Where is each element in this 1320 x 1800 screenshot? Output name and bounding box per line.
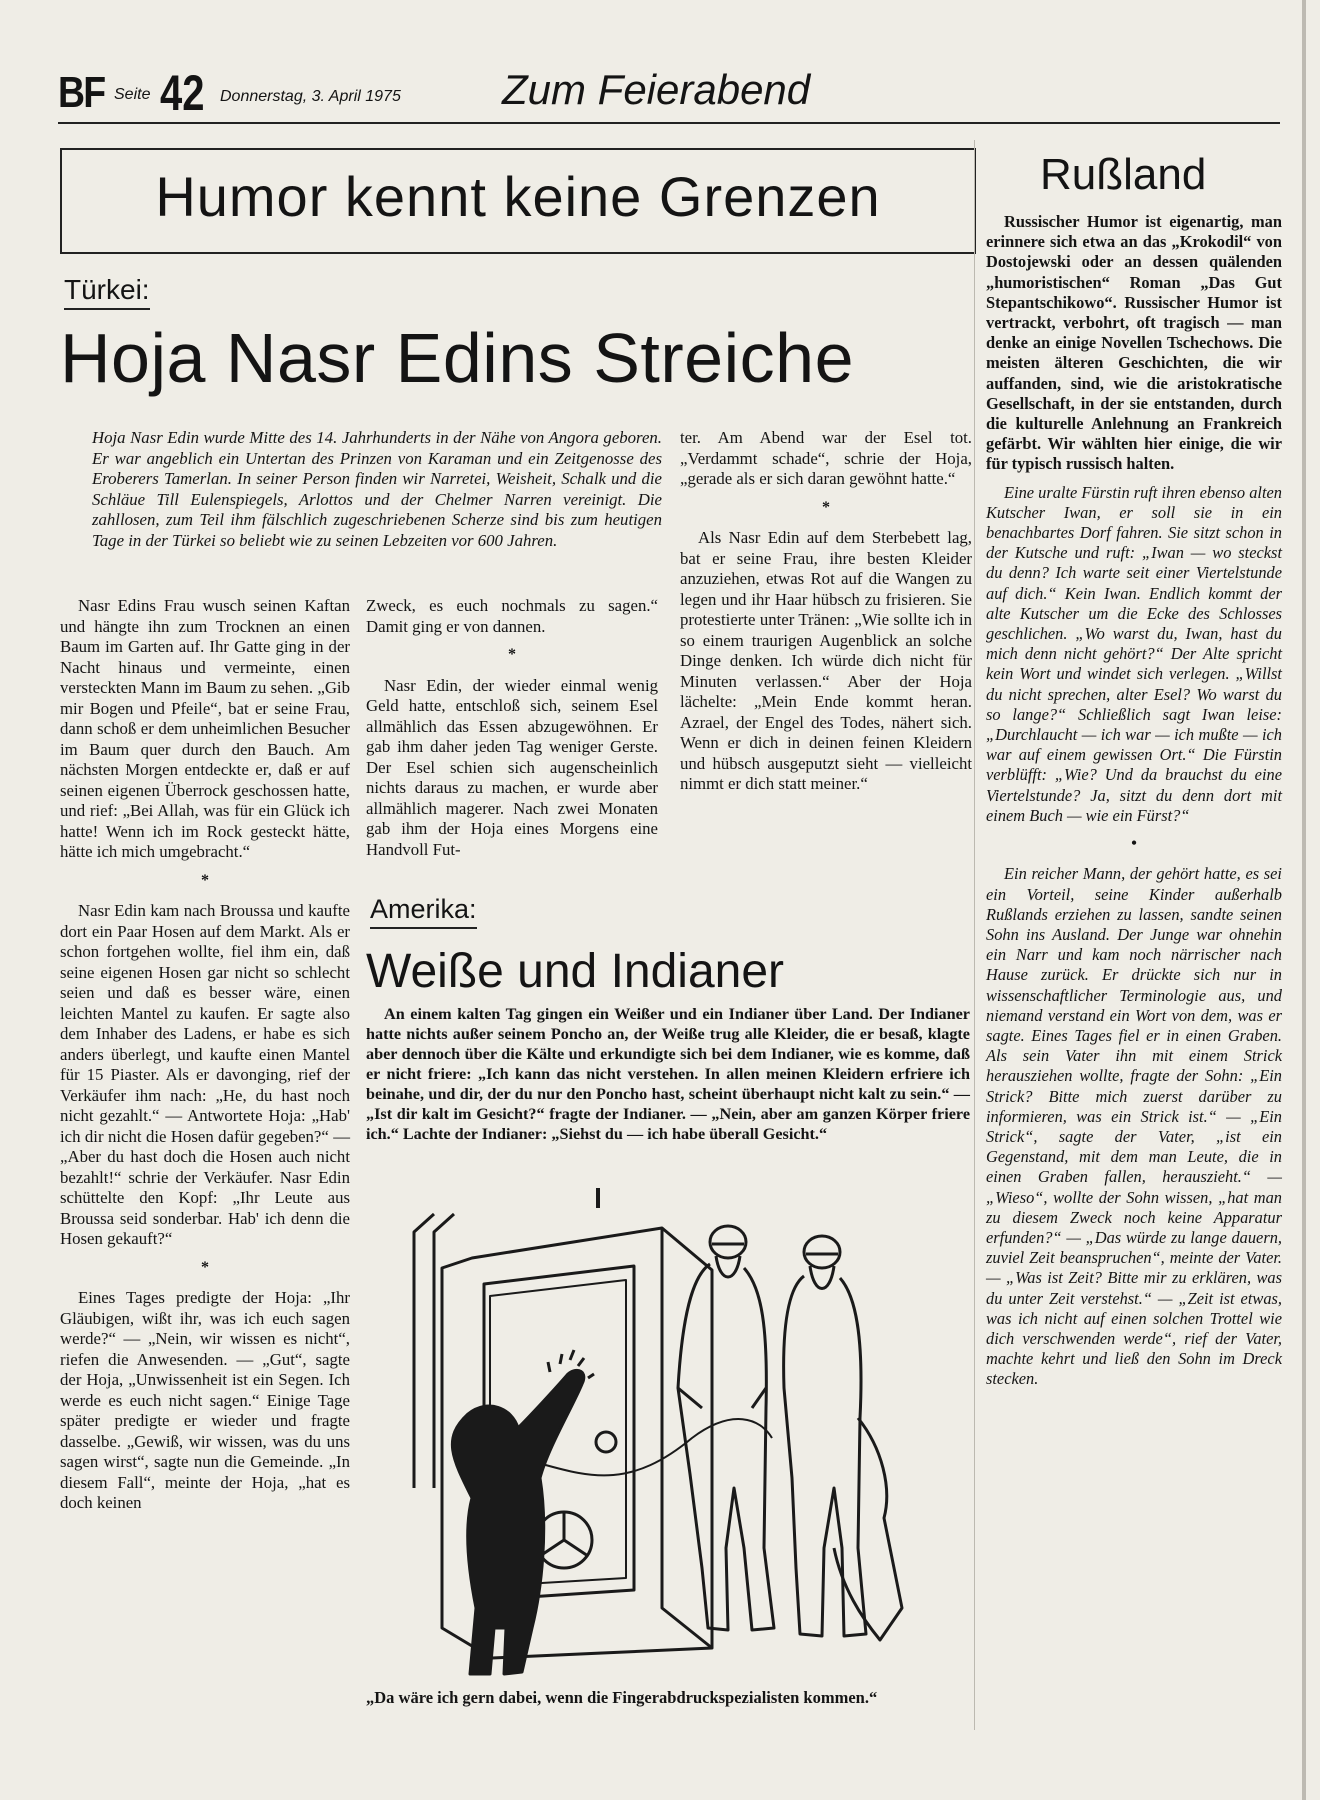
separator-star: *	[201, 1258, 209, 1276]
story-princess: Eine uralte Fürstin ruft ihren ebenso alten Kutscher Iwan, er soll sie in ein benachbartes Dorf fahren. Sie sitzt schon in der Kutsche und ruft: „Iwan — wo steckst du denn? Ich warte seit einer Viertelstunde auf dich.“ Kein Iwan. Endlich kommt der alte Kutscher um die Ecke des Schlosses geschlichen. „Wo warst du, Iwan, hast du mich denn nicht gehört?“ Der Alte spricht kein Wort und windet sich verlegen. „Willst du nicht sprechen, alter Esel? Wo warst du so lange?“ Schließlich sagt Iwan leise: „Durchlaucht — ich war — ich mußte — ich war auf einem gewissen Ort.“ Die Fürstin verblüfft: „Wie? Und da brauchst du eine Viertelstunde? Ja, sitzt du denn dort mit einem Buch — wie ein Fürst?“	[986, 482, 1283, 825]
separator-bullet: •	[1131, 835, 1137, 853]
separator-star: *	[201, 871, 209, 889]
story-poncho: An einem kalten Tag gingen ein Weißer und ein Indianer über Land. Der Indianer hatte nichts außer seinem Poncho an, der Weiße trug alle Kleider, die er besaß, klagte aber dennoch über die Kälte und erkundigte sich bei dem Indianer, wie es komme, daß er nicht friere: „Ich kann das nicht verstehen. In allen meinen Kleidern erfriere ich beinahe, und dir, der du nur den Poncho hast, scheint überhaupt nicht kalt zu sein.“ — „Ist dir kalt im Gesicht?“ fragte der Indianer. — „Nein, aber am ganzen Körper friere ich.“ Lachte der Indianer: „Siehst du — ich habe überall Gesicht.“	[366, 1005, 970, 1143]
paper-logo: BF	[58, 68, 105, 117]
column-divider	[974, 140, 975, 1730]
section-title: Zum Feierabend	[502, 66, 811, 113]
story-donkey-end: ter. Am Abend war der Esel tot. „Verdammt schade“, schrie der Hoja, „gerade als er sich daran gewöhnt hatte.“	[680, 428, 972, 488]
america-headline: Weiße und Indianer	[366, 945, 785, 998]
story-rope: Ein reicher Mann, der gehört hatte, es sei ein Vorteil, seine Kinder außerhalb Rußlands erziehen zu lassen, sandte seinen Sohn ins Ausland. Der Junge war ohnehin ein Narr und kam noch närrischer nach Hause zurück. Er drückte sich nur in wissenschaftlicher Terminologie aus, und niemand verstand ein Wort von dem, was er sagte. Eines Tages fiel er in einen Graben. Als sein Vater ihn mit einem Strick herausziehen wollte, fragte der Sohn: „Ein Strick? Bitte mich zuerst darüber zu informieren, was ein Strick ist.“ — „Ein Strick“, sagte der Vater, „ist ein Gegenstand, mit dem man Leute, die in einen Graben fallen, herauszieht.“ — „Wieso“, wollte der Sohn wissen, „hat man zu diesem Zweck noch keine Apparatur erfunden?“ — „Das würde zu lange dauern, zuviel Zeit beanspruchen“, meinte der Vater. — „Was ist Zeit? Bitte mir zu erklären, was du unter Zeit verstehst.“ — „Zeit ist etwas, was ich nicht auf einen solchen Trottel wie dich verschwenden werde“, rief der Vater, machte kehrt und ließ den Sohn im Dreck stecken.	[986, 864, 1282, 1389]
turkey-kicker: Türkei:	[64, 274, 150, 310]
banner-box	[60, 148, 976, 254]
page-edge	[1302, 0, 1306, 1800]
turkey-column-1	[60, 596, 350, 1522]
russia-column	[986, 212, 1282, 1398]
story-trousers-kaftan: Nasr Edins Frau wusch seinen Kaftan und hängte ihn zum Trocknen an einen Baum im Garten auf. Ihr Gatte ging in der Nacht hinaus und vermeinte, einen versteckten Mann im Baum zu sehen. „Gib mir Bogen und Pfeile“, bat er seine Frau, dann schoß er dem unheimlichen Besucher im Baum quer durch den Bauch. Am nächsten Morgen entdeckte er, daß er auf seinen eigenen Überrock geschossen hatte, und rief: „Bei Allah, was für ein Glück ich hatte! Wenn ich im Rock gesteckt hätte, hätte ich mich umgebracht.“	[60, 596, 350, 861]
cartoon-caption: „Da wäre ich gern dabei, wenn die Fingerabdruckspezialisten kommen.“	[366, 1688, 878, 1707]
page-number: 42	[160, 65, 205, 121]
story-deathbed: Als Nasr Edin auf dem Sterbebett lag, bat er seine Frau, ihre besten Kleider anzuziehen, etwas Rot auf die Wangen zu legen und ihr Haar hübsch zu frisieren. Sie protestierte unter Tränen: „Wie sollte ich in so einem traurigen Augenblick an solche Dinge denken. Ich würde dich nicht für Minuten verlassen.“ Aber der Hoja lächelte: „Mein Ende kommt heran. Azrael, der Engel des Todes, nähert sich. Wenn er dich in deinen feinen Kleidern und hübsch ausgeputzt sieht — vielleicht nimmt er dich statt meiner.“	[680, 528, 972, 793]
russia-intro: Russischer Humor ist eigenartig, man erinnere sich etwa an das „Krokodil“ von Dostojewski oder an dessen quälenden „humoristischen“ Roman „Das Gut Stepantschikowo“. Russischer Humor ist vertrackt, verbohrt, oft tragisch — man denke an einige Novellen Tschechows. Die meisten älteren Geschichten, die wir auffanden, sind, wie die aristokratische Gesellschaft, in der sie entstanden, durch die kulturelle Anlehnung an Frankreich gefärbt. Wir wählten hier einige, die wir für typisch russisch halten.	[986, 212, 1282, 474]
russia-headline: Rußland	[1040, 150, 1207, 199]
story-donkey: Nasr Edin, der wieder einmal wenig Geld hatte, entschloß sich, seinem Esel allmählich das Essen abzugewöhnen. Er gab ihm daher jeden Tag weniger Gerste. Der Esel schien sich augenscheinlich nichts daraus zu machen, er wurde aber allmählich magerer. Nach zwei Monaten gab ihm der Hoja eines Morgens eine Handvoll Fut-	[366, 675, 658, 859]
story-sermon-end: Zweck, es euch nochmals zu sagen.“ Damit ging er von dannen.	[366, 596, 658, 636]
story-sermon: Eines Tages predigte der Hoja: „Ihr Gläubigen, wißt ihr, was ich euch sagen werde?“ — „Nein, wir wissen es nicht“, riefen die Anwesenden. — „Gut“, sagte der Hoja, „Unwissenheit ist ein Segen. Ich werde es euch nicht sagen.“ Einige Tage später predigte er wieder und fragte dasselbe. „Gewiß, wir wissen, was du uns sagen wirst“, sagte nun die Gemeinde. „In diesem Fall“, meinte der Hoja, „hat es doch keinen	[60, 1288, 350, 1512]
page-label: Seite	[114, 86, 151, 103]
turkey-headline: Hoja Nasr Edins Streiche	[60, 319, 854, 397]
separator-star: *	[508, 646, 516, 663]
issue-date: Donnerstag, 3. April 1975	[220, 88, 401, 105]
cartoon-illustration	[372, 1188, 970, 1688]
separator-star: *	[822, 498, 830, 516]
america-story	[366, 1004, 970, 1152]
turkey-column-3	[680, 428, 972, 803]
turkey-column-2	[366, 596, 658, 868]
america-kicker: Amerika:	[370, 894, 477, 929]
turkey-lead: Hoja Nasr Edin wurde Mitte des 14. Jahrhunderts in der Nähe von Angora geboren. Er war angeblich ein Untertan des Prinzen von Karaman und ein Zeitgenosse des Eroberers Tamerlan. In seiner Person finden wir Narretei, Weisheit, Schalk und die Schläue Till Eulenspiegels, Arlottos und der Chelmer Narren vereinigt. Die zahllosen, zum Teil ihm fälschlich zugeschriebenen Scherze sind bis zum heutigen Tage in der Türkei so beliebt wie zu seinen Lebzeiten vor 600 Jahren.	[92, 428, 662, 550]
masthead	[58, 66, 1280, 124]
story-broussa: Nasr Edin kam nach Broussa und kaufte dort ein Paar Hosen auf dem Markt. Als er schon fortgehen wollte, fiel ihm ein, daß seine eigenen Hosen gar nicht so schlecht seien und daß es besser wäre, einen leichten Mantel zu kaufen. Er sagte also dem Inhaber des Ladens, er habe es sich anders überlegt, und kaufte einen Mantel für 15 Piaster. Als er davonging, rief der Verkäufer ihm nach: „He, du hast noch nicht gezahlt.“ — Antwortete Hoja: „Hab' ich dir nicht die Hosen dafür gegeben?“ — „Aber du hast doch die Hosen auch nicht bezahlt!“ schrie der Verkäufer. Nasr Edin schüttelte den Kopf: „Ihr Leute aus Broussa seid sonderbar. Hab' ich denn die Hosen gekauft?“	[60, 901, 350, 1248]
banner-title: Humor kennt keine Grenzen	[155, 165, 881, 228]
